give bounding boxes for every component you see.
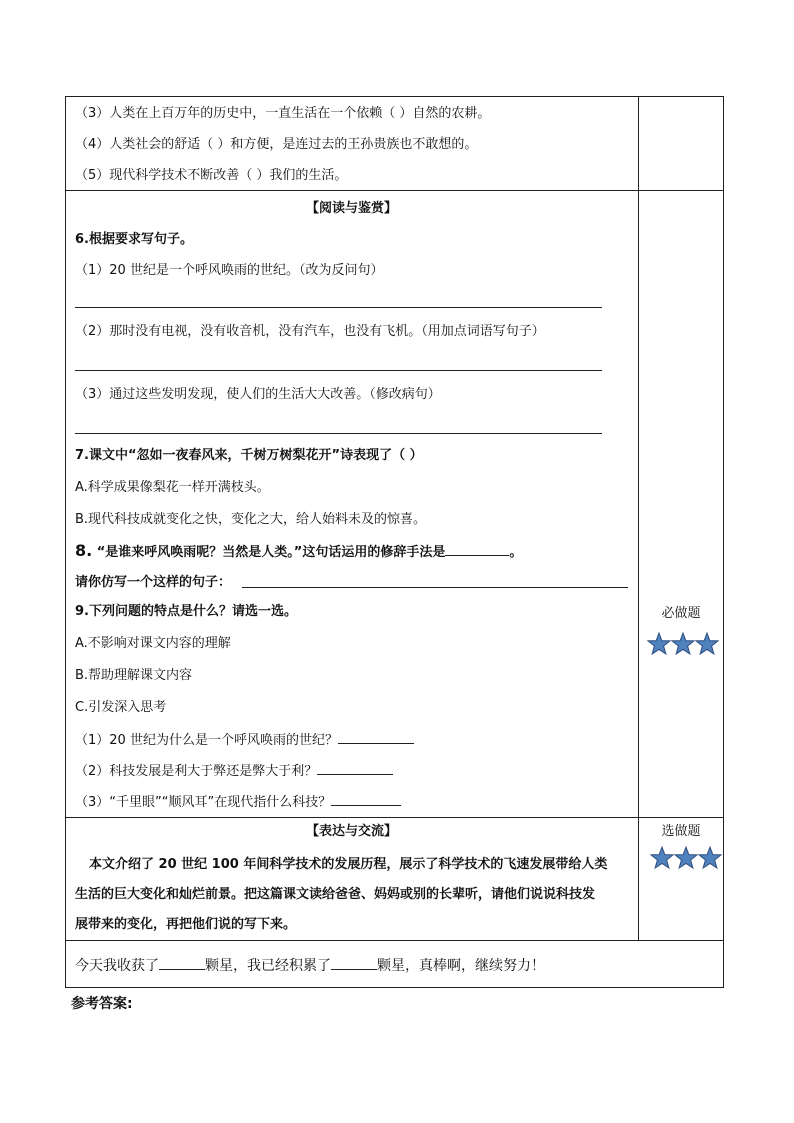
tally-blank-total[interactable] [331,957,377,970]
tally-text-3: 颗星，真棒啊，继续努力！ [377,958,545,974]
section-heading-reading: 【阅读与鉴赏】 [305,201,397,216]
q9-3 [75,793,401,811]
answer-line[interactable] [242,587,628,588]
s1-line-5: （5）现代科学技术不断改善（ ）我们的生活。 [75,168,348,183]
q6-2: （2）那时没有电视，没有收音机，没有汽车，也没有飞机。（用加点词语写句子） [75,324,545,339]
q6-1: （1）20 世纪是一个呼风唤雨的世纪。（改为反问句） [75,263,384,278]
q7-title: 7.课文中“忽如一夜春风来，千树万树梨花开”诗表现了（ ） [75,448,423,463]
q9-1-text: （1）20 世纪为什么是一个呼风唤雨的世纪？ [75,733,338,748]
expression-paragraph-3: 展带来的变化，再把他们说的写下来。 [75,917,297,932]
q9-option-b: B.帮助理解课文内容 [75,668,193,683]
expression-paragraph-1: 本文介绍了 20 世纪 100 年间科学技术的发展历程，展示了科学技术的飞速发展带给人类 [89,857,608,872]
q9-1 [75,731,414,749]
star-icon [647,632,671,655]
q9-3-blank[interactable] [331,793,401,806]
answers-label: 参考答案: [71,996,133,1012]
star-tally [75,957,545,974]
optional-stars [650,846,722,869]
s1-line-4: （4）人类社会的舒适（ ）和方便，是连过去的王孙贵族也不敢想的。 [75,137,478,152]
star-icon [698,846,722,869]
q9-option-a: A.不影响对课文内容的理解 [75,636,231,651]
optional-label: 选做题 [661,824,701,839]
s1-line-3: （3）人类在上百万年的历史中，一直生活在一个依赖（ ）自然的农耕。 [75,106,491,121]
q8-number: 8. [75,541,93,560]
q8-text: “是谁来呼风唤雨呢？当然是人类。”这句话运用的修辞手法是 [92,545,446,560]
q9-1-blank[interactable] [338,731,414,744]
q6-title: 6.根据要求写句子。 [75,232,193,247]
q9-2-text: （2）科技发展是利大于弊还是弊大于利？ [75,764,318,779]
q8-title [75,543,522,561]
required-stars [647,632,719,655]
q6-3: （3）通过这些发明发现，使人们的生活大大改善。（修改病句） [75,387,441,402]
q8-end: 。 [509,545,523,560]
q7-option-a: A.科学成果像梨花一样开满枝头。 [75,480,270,495]
answer-line[interactable] [75,307,602,308]
q8-imitate: 请你仿写一个这样的句子： [75,575,232,590]
q9-2-blank[interactable] [317,762,393,775]
section-heading-expression: 【表达与交流】 [305,824,397,839]
q9-3-text: （3）“千里眼”“顺风耳”在现代指什么科技？ [75,795,332,810]
answer-line[interactable] [75,433,602,434]
expression-paragraph-2: 生活的巨大变化和灿烂前景。把这篇课文读给爸爸、妈妈或别的长辈听，请他们说说科技发 [75,887,596,902]
tally-blank-today[interactable] [159,957,205,970]
q9-2 [75,762,393,780]
q7-option-b: B.现代科技成就变化之快，变化之大，给人始料未及的惊喜。 [75,512,427,527]
q9-option-c: C.引发深入思考 [75,700,167,715]
star-icon [695,632,719,655]
q9-title: 9.下列问题的特点是什么？请选一选。 [75,604,297,619]
star-icon [674,846,698,869]
tally-text-1: 今天我收获了 [75,958,159,974]
star-icon [650,846,674,869]
required-label: 必做题 [661,606,701,621]
tally-text-2: 颗星，我已经积累了 [205,958,331,974]
q8-blank[interactable] [445,543,509,556]
star-icon [671,632,695,655]
answer-line[interactable] [75,370,602,371]
